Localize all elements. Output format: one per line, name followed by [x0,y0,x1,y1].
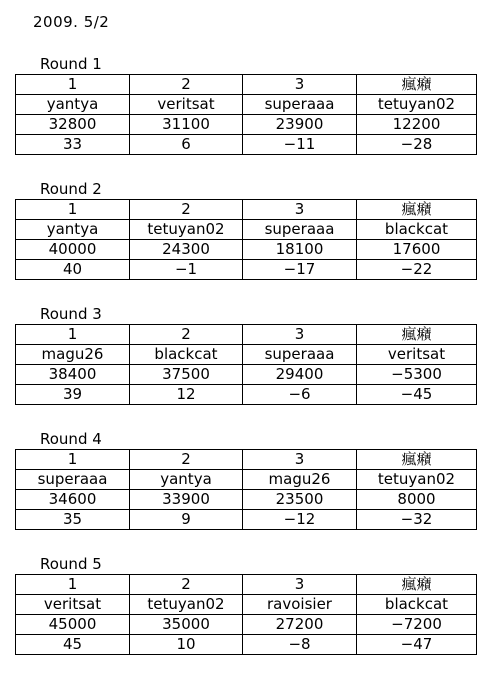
round-2-title: Round 2 [40,180,102,198]
date-label: 2009. 5/2 [33,13,110,31]
rank-cell: 3 [243,575,357,595]
points-cell: 33 [16,135,130,155]
player-cell: veritsat [16,595,130,615]
player-cell: superaaa [16,470,130,490]
rank-cell: 1 [16,575,130,595]
header-row [16,450,477,470]
round-5-table [15,574,477,655]
points-cell: −12 [243,510,357,530]
points-row [16,510,477,530]
score-row [16,490,477,510]
header-row [16,575,477,595]
player-cell: blackcat [130,345,243,365]
rank-cell: 3 [243,450,357,470]
player-cell: tetuyan02 [130,595,243,615]
player-row [16,470,477,490]
score-row [16,615,477,635]
points-cell: −28 [357,135,477,155]
player-cell: tetuyan02 [130,220,243,240]
score-cell: 34600 [16,490,130,510]
points-cell: −45 [357,385,477,405]
score-cell: 38400 [16,365,130,385]
rank-cell: 2 [130,575,243,595]
round-1-title: Round 1 [40,55,102,73]
rank-cell: 3 [243,325,357,345]
header-row [16,200,477,220]
rank-cell: 1 [16,450,130,470]
points-row [16,635,477,655]
score-row [16,240,477,260]
rank-cell: 1 [16,325,130,345]
score-cell: 31100 [130,115,243,135]
player-cell: blackcat [357,220,477,240]
points-cell: −6 [243,385,357,405]
player-cell: veritsat [357,345,477,365]
score-cell: 17600 [357,240,477,260]
player-cell: ravoisier [243,595,357,615]
score-cell: 8000 [357,490,477,510]
score-cell: 40000 [16,240,130,260]
points-cell: 35 [16,510,130,530]
rank-cell: 3 [243,200,357,220]
score-cell: −7200 [357,615,477,635]
player-cell: blackcat [357,595,477,615]
score-cell: 23900 [243,115,357,135]
points-row [16,135,477,155]
score-row [16,115,477,135]
player-cell: magu26 [243,470,357,490]
player-cell: yantya [130,470,243,490]
points-cell: 10 [130,635,243,655]
points-cell: 45 [16,635,130,655]
score-row [16,365,477,385]
rank-cell: 1 [16,75,130,95]
round-5-title: Round 5 [40,555,102,573]
points-cell: −22 [357,260,477,280]
points-cell: 6 [130,135,243,155]
player-cell: veritsat [130,95,243,115]
rank-cell: 瘋癪 [357,200,477,220]
score-cell: 23500 [243,490,357,510]
player-cell: yantya [16,220,130,240]
header-row [16,75,477,95]
round-3-title: Round 3 [40,305,102,323]
round-3-table [15,324,477,405]
player-cell: tetuyan02 [357,470,477,490]
score-cell: 27200 [243,615,357,635]
points-cell: −8 [243,635,357,655]
points-cell: 12 [130,385,243,405]
player-row [16,595,477,615]
round-1-table [15,74,477,155]
score-cell: 35000 [130,615,243,635]
rank-cell: 1 [16,200,130,220]
header-row [16,325,477,345]
points-cell: −11 [243,135,357,155]
player-cell: tetuyan02 [357,95,477,115]
player-row [16,220,477,240]
rank-cell: 瘋癪 [357,450,477,470]
points-cell: 9 [130,510,243,530]
player-cell: superaaa [243,95,357,115]
score-cell: 24300 [130,240,243,260]
points-cell: 39 [16,385,130,405]
points-row [16,385,477,405]
rank-cell: 2 [130,75,243,95]
score-cell: 33900 [130,490,243,510]
score-cell: 45000 [16,615,130,635]
player-row [16,345,477,365]
score-cell: 32800 [16,115,130,135]
round-2-table [15,199,477,280]
player-cell: yantya [16,95,130,115]
points-row [16,260,477,280]
rank-cell: 瘋癪 [357,75,477,95]
points-cell: −1 [130,260,243,280]
score-cell: 12200 [357,115,477,135]
round-4-title: Round 4 [40,430,102,448]
rank-cell: 2 [130,325,243,345]
rank-cell: 瘋癪 [357,575,477,595]
rank-cell: 瘋癪 [357,325,477,345]
player-cell: magu26 [16,345,130,365]
rank-cell: 2 [130,450,243,470]
round-4-table [15,449,477,530]
player-cell: superaaa [243,345,357,365]
player-row [16,95,477,115]
player-cell: superaaa [243,220,357,240]
points-cell: 40 [16,260,130,280]
score-cell: 37500 [130,365,243,385]
points-cell: −32 [357,510,477,530]
score-cell: −5300 [357,365,477,385]
points-cell: −17 [243,260,357,280]
points-cell: −47 [357,635,477,655]
rank-cell: 2 [130,200,243,220]
rank-cell: 3 [243,75,357,95]
score-cell: 18100 [243,240,357,260]
score-cell: 29400 [243,365,357,385]
